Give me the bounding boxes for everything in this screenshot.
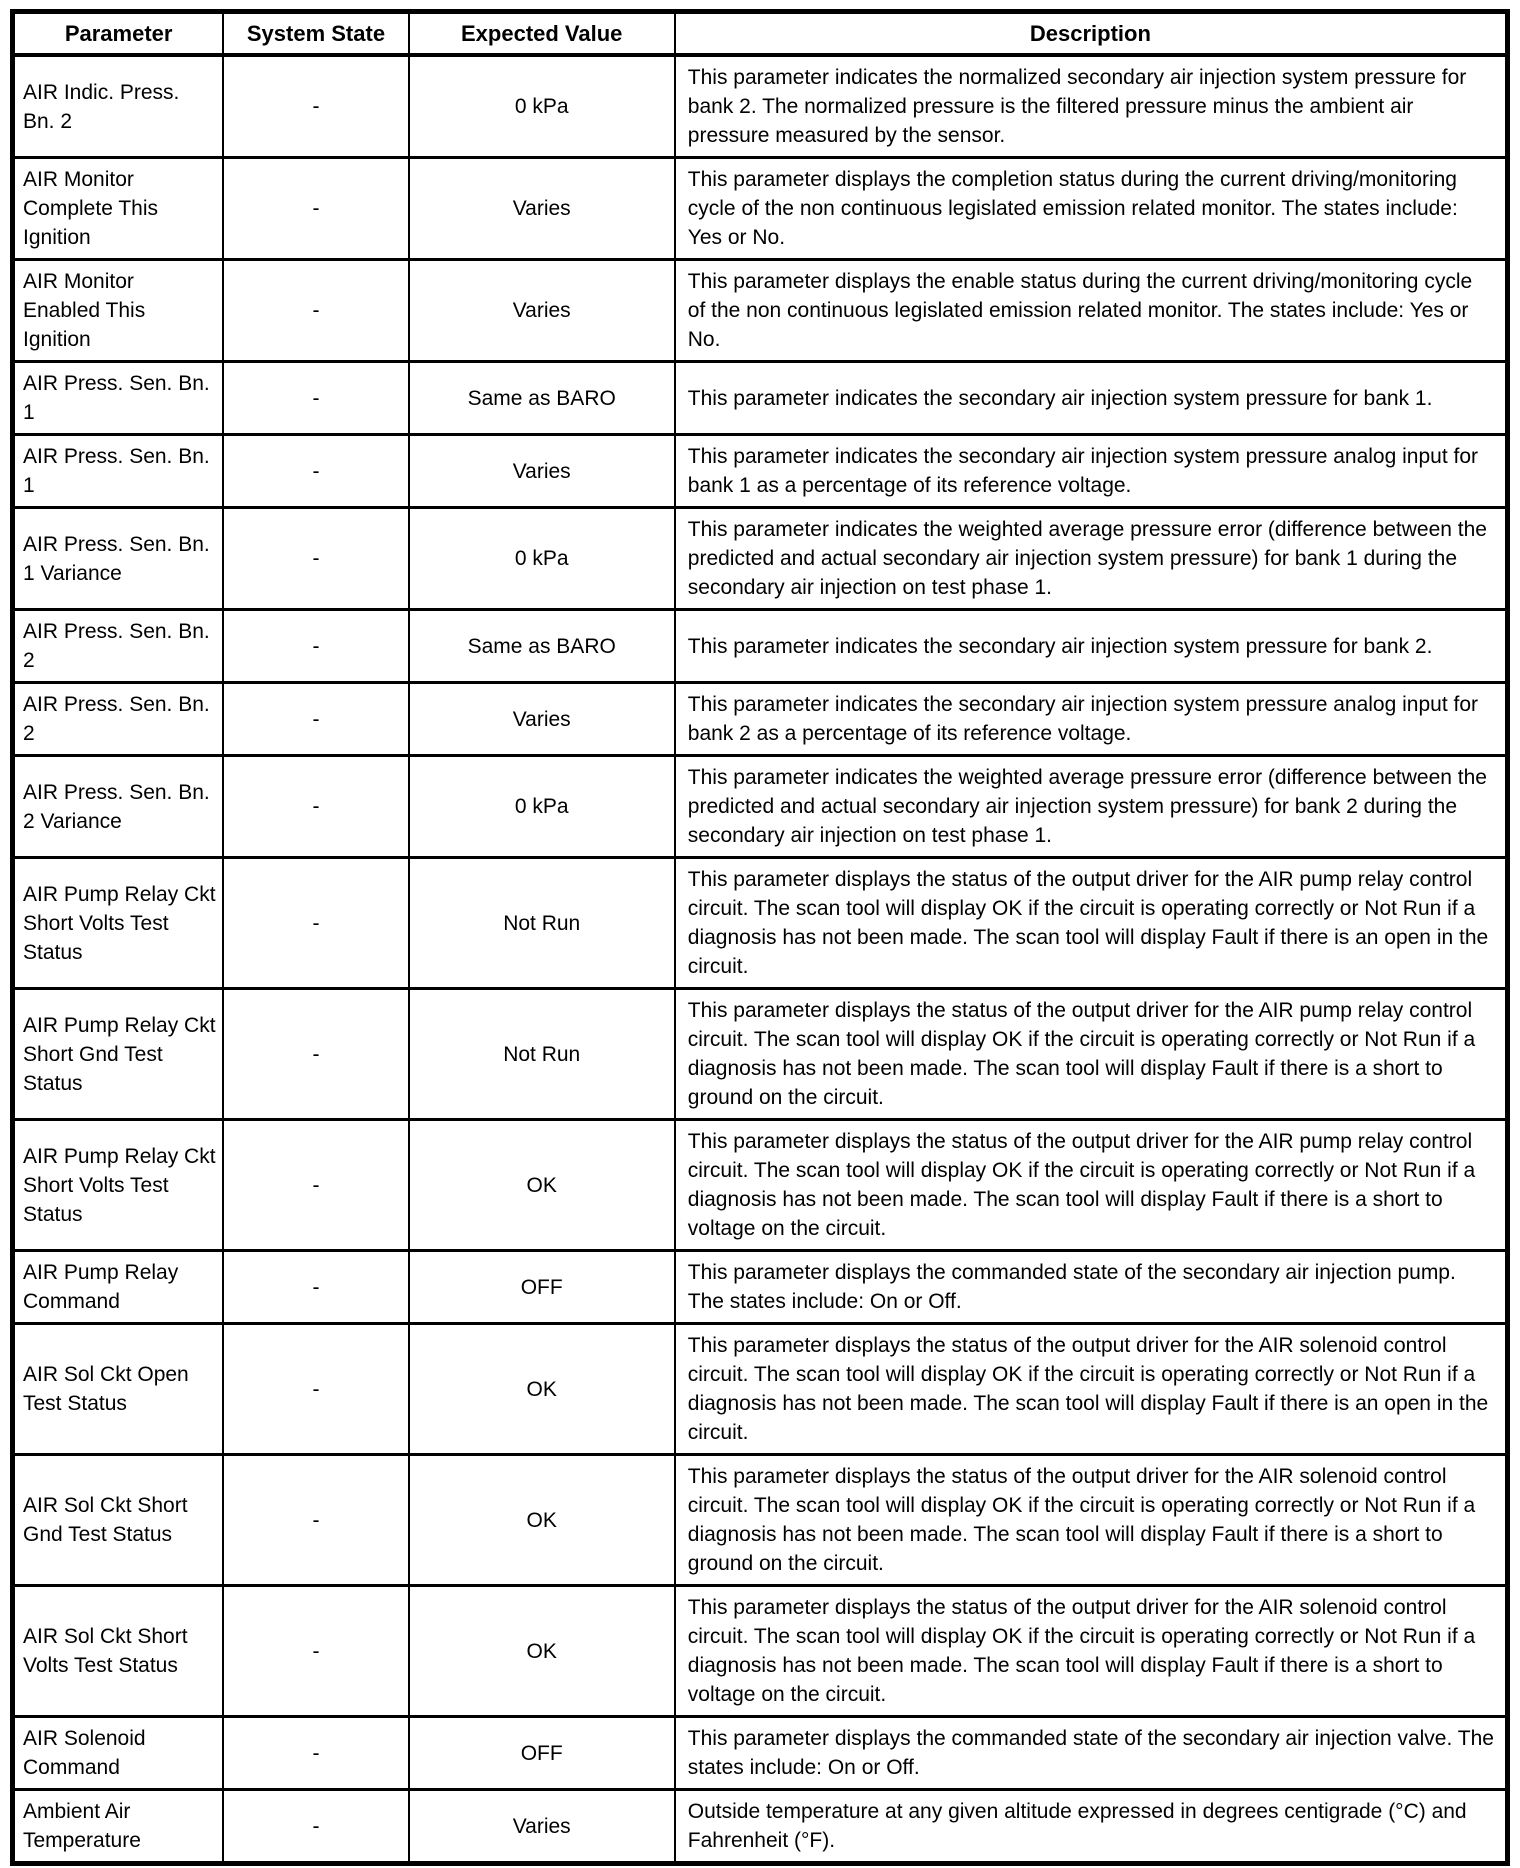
parameter-table xyxy=(10,9,1510,1866)
cell-parameter: Ambient Air Temperature xyxy=(13,1790,224,1864)
cell-description: This parameter displays the status of the output driver for the AIR pump relay control circuit. The scan tool will display OK if the circuit is operating correctly or Not Run if a diagnosis has not been made. The scan tool will display Fault if there is a short to voltage on the circuit. xyxy=(675,1120,1508,1251)
table-row xyxy=(13,508,1508,610)
cell-expected-value: Varies xyxy=(409,435,675,508)
cell-system-state: - xyxy=(223,1120,408,1251)
cell-parameter: AIR Solenoid Command xyxy=(13,1717,224,1790)
table-header xyxy=(13,12,1508,56)
cell-parameter: AIR Sol Ckt Short Gnd Test Status xyxy=(13,1455,224,1586)
cell-expected-value: 0 kPa xyxy=(409,508,675,610)
cell-parameter: AIR Monitor Complete This Ignition xyxy=(13,158,224,260)
cell-description: This parameter displays the status of the output driver for the AIR solenoid control circuit. The scan tool will display OK if the circuit is operating correctly or Not Run if a diagnosis has not been made. The scan tool will display Fault if there is a short to ground on the circuit. xyxy=(675,1455,1508,1586)
table-row xyxy=(13,260,1508,362)
cell-expected-value: 0 kPa xyxy=(409,55,675,158)
cell-expected-value: OK xyxy=(409,1120,675,1251)
cell-description: This parameter indicates the weighted average pressure error (difference between the predicted and actual secondary air injection system pressure) for bank 2 during the secondary air injection on test phase 1. xyxy=(675,756,1508,858)
cell-system-state: - xyxy=(223,683,408,756)
cell-description: This parameter displays the commanded state of the secondary air injection pump. The states include: On or Off. xyxy=(675,1251,1508,1324)
column-header-system-state: System State xyxy=(223,12,408,56)
cell-expected-value: Varies xyxy=(409,683,675,756)
table-row xyxy=(13,158,1508,260)
table-row xyxy=(13,362,1508,435)
table-row xyxy=(13,683,1508,756)
cell-expected-value: OK xyxy=(409,1324,675,1455)
cell-expected-value: Varies xyxy=(409,158,675,260)
table-row xyxy=(13,1717,1508,1790)
cell-description: This parameter displays the commanded state of the secondary air injection valve. The states include: On or Off. xyxy=(675,1717,1508,1790)
cell-description: This parameter indicates the weighted average pressure error (difference between the predicted and actual secondary air injection system pressure) for bank 1 during the secondary air injection on test phase 1. xyxy=(675,508,1508,610)
cell-system-state: - xyxy=(223,1717,408,1790)
cell-description: This parameter indicates the secondary air injection system pressure for bank 2. xyxy=(675,610,1508,683)
table-row xyxy=(13,858,1508,989)
column-header-description: Description xyxy=(675,12,1508,56)
cell-parameter: AIR Sol Ckt Short Volts Test Status xyxy=(13,1586,224,1717)
cell-description: Outside temperature at any given altitude expressed in degrees centigrade (°C) and Fahrenheit (°F). xyxy=(675,1790,1508,1864)
table-body xyxy=(13,55,1508,1864)
table-row xyxy=(13,55,1508,158)
table-row xyxy=(13,1586,1508,1717)
cell-expected-value: OFF xyxy=(409,1251,675,1324)
cell-system-state: - xyxy=(223,55,408,158)
table-row xyxy=(13,1455,1508,1586)
cell-expected-value: OK xyxy=(409,1455,675,1586)
cell-system-state: - xyxy=(223,1455,408,1586)
header-row xyxy=(13,12,1508,56)
cell-system-state: - xyxy=(223,1324,408,1455)
cell-description: This parameter indicates the secondary air injection system pressure analog input for bank 1 as a percentage of its reference voltage. xyxy=(675,435,1508,508)
cell-system-state: - xyxy=(223,362,408,435)
cell-system-state: - xyxy=(223,508,408,610)
cell-description: This parameter indicates the secondary air injection system pressure analog input for bank 2 as a percentage of its reference voltage. xyxy=(675,683,1508,756)
cell-parameter: AIR Pump Relay Command xyxy=(13,1251,224,1324)
cell-description: This parameter indicates the secondary air injection system pressure for bank 1. xyxy=(675,362,1508,435)
cell-system-state: - xyxy=(223,756,408,858)
table-row xyxy=(13,435,1508,508)
table-row xyxy=(13,1120,1508,1251)
cell-description: This parameter displays the completion status during the current driving/monitoring cycle of the non continuous legislated emission related monitor. The states include: Yes or No. xyxy=(675,158,1508,260)
cell-expected-value: Same as BARO xyxy=(409,362,675,435)
cell-parameter: AIR Press. Sen. Bn. 2 xyxy=(13,683,224,756)
cell-parameter: AIR Sol Ckt Open Test Status xyxy=(13,1324,224,1455)
cell-system-state: - xyxy=(223,1790,408,1864)
cell-description: This parameter displays the enable status during the current driving/monitoring cycle of the non continuous legislated emission related monitor. The states include: Yes or No. xyxy=(675,260,1508,362)
cell-parameter: AIR Press. Sen. Bn. 2 xyxy=(13,610,224,683)
cell-expected-value: Not Run xyxy=(409,858,675,989)
table-row xyxy=(13,1790,1508,1864)
cell-parameter: AIR Pump Relay Ckt Short Volts Test Status xyxy=(13,1120,224,1251)
column-header-expected-value: Expected Value xyxy=(409,12,675,56)
table-row xyxy=(13,989,1508,1120)
cell-system-state: - xyxy=(223,858,408,989)
cell-description: This parameter displays the status of the output driver for the AIR pump relay control circuit. The scan tool will display OK if the circuit is operating correctly or Not Run if a diagnosis has not been made. The scan tool will display Fault if there is an open in the circuit. xyxy=(675,858,1508,989)
cell-parameter: AIR Pump Relay Ckt Short Gnd Test Status xyxy=(13,989,224,1120)
cell-parameter: AIR Press. Sen. Bn. 1 xyxy=(13,435,224,508)
cell-description: This parameter displays the status of the output driver for the AIR solenoid control circuit. The scan tool will display OK if the circuit is operating correctly or Not Run if a diagnosis has not been made. The scan tool will display Fault if there is a short to voltage on the circuit. xyxy=(675,1586,1508,1717)
cell-expected-value: Same as BARO xyxy=(409,610,675,683)
cell-description: This parameter displays the status of the output driver for the AIR pump relay control circuit. The scan tool will display OK if the circuit is operating correctly or Not Run if a diagnosis has not been made. The scan tool will display Fault if there is a short to ground on the circuit. xyxy=(675,989,1508,1120)
column-header-parameter: Parameter xyxy=(13,12,224,56)
cell-system-state: - xyxy=(223,1586,408,1717)
cell-description: This parameter displays the status of the output driver for the AIR solenoid control circuit. The scan tool will display OK if the circuit is operating correctly or Not Run if a diagnosis has not been made. The scan tool will display Fault if there is an open in the circuit. xyxy=(675,1324,1508,1455)
cell-system-state: - xyxy=(223,158,408,260)
cell-system-state: - xyxy=(223,260,408,362)
cell-parameter: AIR Indic. Press. Bn. 2 xyxy=(13,55,224,158)
cell-parameter: AIR Press. Sen. Bn. 1 xyxy=(13,362,224,435)
cell-system-state: - xyxy=(223,1251,408,1324)
cell-parameter: AIR Press. Sen. Bn. 1 Variance xyxy=(13,508,224,610)
cell-parameter: AIR Press. Sen. Bn. 2 Variance xyxy=(13,756,224,858)
cell-expected-value: Varies xyxy=(409,1790,675,1864)
table-row xyxy=(13,610,1508,683)
table-row xyxy=(13,1324,1508,1455)
cell-expected-value: Not Run xyxy=(409,989,675,1120)
cell-description: This parameter indicates the normalized secondary air injection system pressure for bank 2. The normalized pressure is the filtered pressure minus the ambient air pressure measured by the sensor. xyxy=(675,55,1508,158)
table-row xyxy=(13,756,1508,858)
table-row xyxy=(13,1251,1508,1324)
cell-system-state: - xyxy=(223,989,408,1120)
cell-system-state: - xyxy=(223,610,408,683)
cell-expected-value: OK xyxy=(409,1586,675,1717)
cell-expected-value: 0 kPa xyxy=(409,756,675,858)
cell-expected-value: Varies xyxy=(409,260,675,362)
cell-expected-value: OFF xyxy=(409,1717,675,1790)
cell-system-state: - xyxy=(223,435,408,508)
cell-parameter: AIR Monitor Enabled This Ignition xyxy=(13,260,224,362)
cell-parameter: AIR Pump Relay Ckt Short Volts Test Status xyxy=(13,858,224,989)
